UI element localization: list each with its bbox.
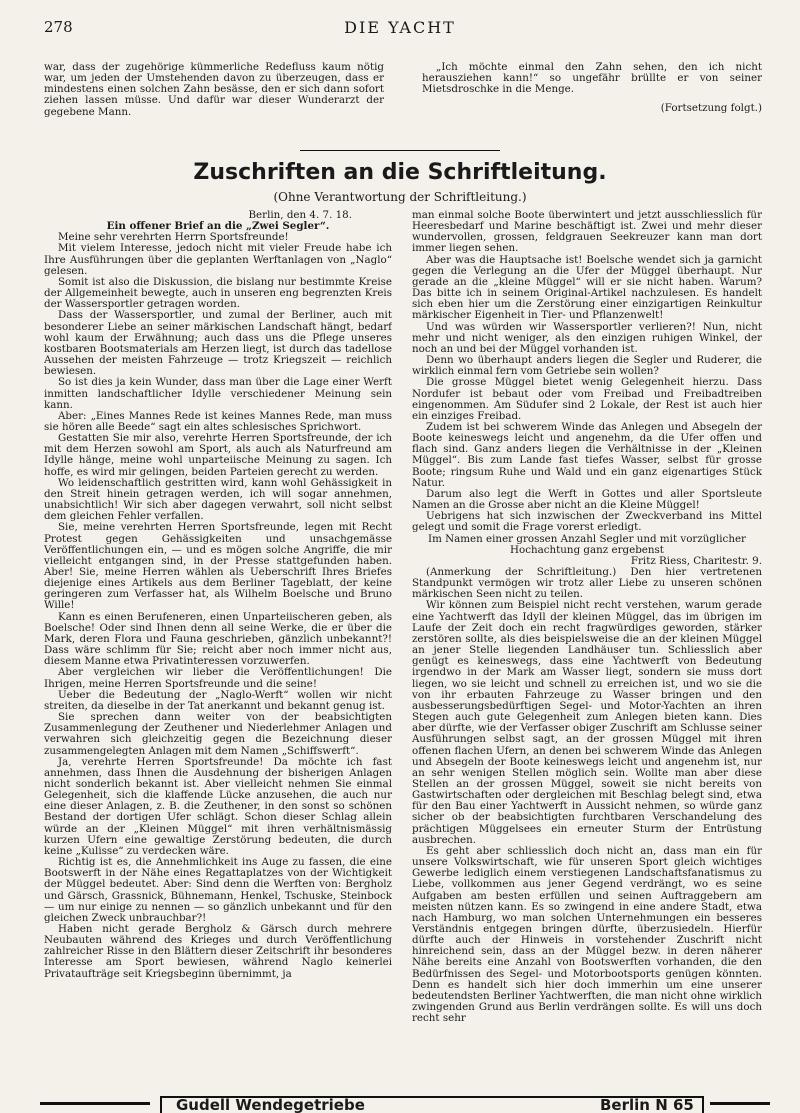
article-column-left bbox=[44, 210, 392, 1082]
paragraph: Es geht aber schliesslich doch nicht an, dass man ein für unsere Volkswirtschaft, wie für unseren Sport gleich wichtiges Gewerbe lediglich einem verstiegenen Landschaftsfanatismus zu Liebe, vollkommen aus jener Gegend verdrängt, wo es seine Aufgaben am besten erfüllen und seinen Auftraggebern am meisten nützen kann. Es so zwingend in eine andere Stadt, etwa nach Hamburg, wo man solchen Unternehmungen ein besseres Verständnis entgegen bringen dürfte, überzusiedeln. Hierfür dürfte auch der Hinweis in vorstehender Zuschrift nicht hinreichend sein, dass an der Müggel bezw. in deren näherer Nähe bereits eine Anzahl von Bootswerften vorhanden, die den Bedürfnissen des Segel- und Motorbootsports genügen könnten. Denn es handelt sich hier doch immerhin um eine unserer bedeutendsten Berliner Yachtwerften, die man nicht ohne wirklich zwingenden Grund aus Berlin verdrängen sollte. Es will uns doch recht sehr bbox=[412, 844, 762, 1025]
advertisement-banner bbox=[0, 1092, 800, 1113]
paragraph: Sie, meine verehrten Herren Sportsfreunde, legen mit Recht Protest gegen Gehässigkeiten und unsachgemässe Veröffentlichungen ein, — und es mögen solche Angriffe, die mir vielleicht entgangen sind, in der Presse stattgefunden haben. Aber! Sie, meine Herren wählen als Ueberschrift Ihres Briefes diejenige eines Artikels aus dem Berliner Tageblatt, der keine geringeren zum Verfasser hat, als Wilhelm Boelsche und Bruno Wille! bbox=[44, 521, 392, 612]
magazine-title: DIE YACHT bbox=[344, 18, 456, 37]
paragraph: Gestatten Sie mir also, verehrte Herren Sportsfreunde, der ich mit dem Herzen sowohl am Sport, als auch als Naturfreund am Idylle hänge, meine wohl unparteiische Meinung zu sagen. Ich hoffe, es wird mir gelingen, beiden Parteien gerecht zu werden. bbox=[44, 432, 392, 478]
article-column-right bbox=[412, 210, 762, 1082]
paragraph: Somit ist also die Diskussion, die bislang nur bestimmte Kreise der Allgemeinheit bewegte, auch in unseren eng begrenzten Kreis der Wassersportler getragen worden. bbox=[44, 275, 392, 311]
ad-text-right: Berlin N 65 bbox=[600, 1096, 694, 1113]
signature: Fritz Riess, Charitestr. 9. bbox=[630, 554, 762, 567]
paragraph: Ueber die Bedeutung der „Naglo-Werft“ wollen wir nicht streiten, da dieselbe in der Tat anerkannt und bekannt genug ist. bbox=[44, 688, 392, 712]
paragraph: Kann es einen Berufeneren, einen Unparteiischeren geben, als Boelsche! Oder sind Ihnen denn all seine Werke, die er über die Mark, deren Flora und Fauna geschrieben, gänzlich unbekannt?! Dass wäre schlimm für Sie; reicht aber noch immer nicht aus, diesem Manne etwa Privatinteressen vorzuwerfen. bbox=[44, 610, 392, 668]
running-header bbox=[44, 18, 756, 42]
paragraph: Dass der Wassersportler, und zumal der Berliner, auch mit besonderer Liebe an seiner märkischen Landschaft hängt, bedarf wohl kaum der Erwähnung; auch dass uns die Pflege unseres kostbaren Bootsmaterials am Herzen liegt, ist durch das tadellose Aussehen der meisten Fahrzeuge — trotz Kriegszeit — reichlich bewiesen. bbox=[44, 309, 392, 378]
paragraph: Wir können zum Beispiel nicht recht verstehen, warum gerade eine Yachtwerft das Idyll der kleinen Müggel, das im übrigen im Laufe der Zeit doch ein recht fragwürdiges geworden, stärker zerstören sollte, als dies beispielsweise die an der kleinen Müggel an jener Stelle liegenden Landhäuser tun. Schliesslich aber genügt es keineswegs, dass eine Yachtwerft von Bedeutung irgendwo in der Mark am Wasser liegt, sondern sie muss dort liegen, wo sie leicht und schnell zu erreichen ist, und wo sie die von ihr erbauten Fahrzeuge zu Wasser bringen und den ausbesserungsbedürftigen Segel- und Motor-Yachten an ihren Stegen auch gute Gelegenheit zum Anlegen bieten kann. Dies aber dürfte, wie der Verfasser obiger Zuschrift am Schlusse seiner Ausführungen selbst sagt, an der grossen Müggel mit ihren offenen flachen Ufern, an denen bei schwerem Winde das Anlegen und Absegeln der Boote keineswegs leicht und angenehm ist, nur an sehr wenigen Stellen möglich sein. Wollte man aber diese Stellen an der grossen Müggel, soweit sie nicht bereits von Gastwirtschaften oder dergleichen mit Beschlag belegt sind, etwa für den Bau einer Yachtwerft in Aussicht nehmen, so würde ganz sicher ob der beabsichtigten furchtbaren Verschandelung des prächtigen Müggelsees ein erneuter Sturm der Entrüstung ausbrechen. bbox=[412, 599, 762, 846]
paragraph: Aber was die Hauptsache ist! Boelsche wendet sich ja garnicht gegen die Verlegung an die Ufer der Müggel überhaupt. Nur gerade an die „kleine Müggel“ will er sie nicht haben. Warum? Das bitte ich in seinem Original-Artikel nachzulesen. Es handelt sich eben hier um die Zerstörung einer einzigartigen Reinkultur märkischer Eigenheit in Tier- und Pflanzenwelt! bbox=[412, 253, 762, 322]
paragraph: Uebrigens hat sich inzwischen der Zweckverband ins Mittel gelegt und somit die Frage vorerst erledigt. bbox=[412, 510, 762, 534]
paragraph: man einmal solche Boote überwintert und jetzt ausschliesslich für Heeresbedarf und Marine beschäftigt ist. Zwei und mehr dieser wundervollen, grossen, feldgrauen Seekreuzer kann man dort immer liegen sehen. bbox=[412, 210, 762, 255]
paragraph: Sie sprechen dann weiter von der beabsichtigten Zusammenlegung der Zeuthener und Niederlehmer Anlagen und verwahren sich gleichzeitig gegen die Bezeichnung dieser zusammengelegten Anlagen mit dem Namen „Schiffswerft“. bbox=[44, 711, 392, 757]
page-number: 278 bbox=[44, 18, 73, 36]
salutation: Meine sehr verehrten Herrn Sportsfreunde! bbox=[58, 231, 289, 244]
paragraph: Und was würden wir Wassersportler verlieren?! Nun, nicht mehr und nicht weniger, als den einzigen ruhigen Winkel, der noch an und bei der Müggel vorhanden ist. bbox=[412, 320, 762, 355]
paragraph: Denn wo überhaupt anders liegen die Segler und Ruderer, die wirklich einmal fern vom Getriebe sein wollen? bbox=[412, 354, 762, 378]
paragraph: Aber vergleichen wir lieber die Veröffentlichungen! Die Ihrigen, meine Herren Sportsfreunde und die seine! bbox=[44, 666, 392, 690]
paragraph: Wo leidenschaftlich gestritten wird, kann wohl Gehässigkeit in den Streit hinein getragen werden, ich will sogar annehmen, unabsichtlich! Wir sich aber dagegen verwahrt, soll nicht selbst dem gleichen Fehler verfallen. bbox=[44, 476, 392, 523]
letter-title: Ein offener Brief an die „Zwei Segler“. bbox=[106, 220, 330, 233]
editor-note: (Anmerkung der Schriftleitung.) Den hier vertretenen Standpunkt vermögen wir trotz aller Liebe zu unseren schönen märkischen Seen nicht zu teilen. bbox=[412, 566, 762, 601]
continued-note: (Fortsetzung folgt.) bbox=[660, 102, 762, 115]
paragraph: Die grosse Müggel bietet wenig Gelegenheit hierzu. Dass Nordufer ist bebaut oder vom Freibad und Freibadtreiben eingenommen. Am Südufer sind 2 Lokale, der Rest ist auch hier ein einziges Freibad. bbox=[412, 376, 762, 422]
paragraph: war, dass der zugehörige kümmerliche Redefluss kaum nötig war, um jeden der Umstehenden davon zu überzeugen, dass er mindestens einen solchen Zahn besässe, den er sich dann sofort ziehen lassen müsse. Und dafür war dieser Wunderarzt der gegebene Mann. bbox=[44, 62, 384, 118]
paragraph: So ist dies ja kein Wunder, dass man über die Lage einer Werft inmitten landschaftlicher Idylle verschiedener Meinung sein kann. bbox=[44, 376, 392, 411]
previous-article-ending bbox=[44, 62, 384, 142]
ad-text-left: Gudell Wendegetriebe bbox=[176, 1096, 365, 1113]
paragraph: Ja, verehrte Herren Sportsfreunde! Da möchte ich fast annehmen, dass Ihnen die Ausdehnung der bisherigen Anlagen nicht sonderlich bekannt ist. Aber vielleicht nehmen Sie einmal Gelegenheit, sich die klaffende Lücke anzusehen, die auch nur eine dieser Anlagen, z. B. die Zeuthener, in den sonst so schönen Bestand der dortigen Ufer schlägt. Schon dieser Schlag allein würde an der „Kleinen Müggel“ mit ihren verhältnismässig kurzen Ufern eine gewaltige Zerstörung bedeuten, die durch keine „Kulisse“ zu verdecken wäre. bbox=[44, 755, 392, 857]
separator-rule bbox=[300, 150, 500, 151]
banner-rule-right bbox=[710, 1102, 770, 1105]
paragraph: Richtig ist es, die Annehmlichkeit ins Auge zu fassen, die eine Bootswerft in der Nähe eines Regattaplatzes von der Wichtigkeit der Müggel bedeutet. Aber: Sind denn die Werften von: Bergholz und Gärsch, Grassnick, Bühnemann, Henkel, Tschuske, Steinbock — um nur einige zu nennen — so gänzlich unbekannt und für den gleichen Zweck unbrauchbar?! bbox=[44, 856, 392, 924]
paragraph: Zudem ist bei schwerem Winde das Anlegen und Absegeln der Boote keineswegs leicht und angenehm, da die Ufer offen und flach sind. Ganz anders liegen die Verhältnisse in der „Kleinen Müggel“. Bis zum Lande fast tiefes Wasser, selbst für grosse Boote; ringsum Ruhe und Wald und ein ganz eigenartiges Stück Natur. bbox=[412, 420, 762, 489]
paragraph: Aber: „Eines Mannes Rede ist keines Mannes Rede, man muss sie hören alle Beede“ sagt ein altes schlesisches Sprichwort. bbox=[44, 409, 392, 433]
paragraph: Darum also legt die Werft in Gottes und aller Sportsleute Namen an die Grosse aber nicht an die Kleine Müggel! bbox=[412, 487, 762, 512]
previous-article-ending-right bbox=[422, 62, 762, 142]
paragraph: Haben nicht gerade Bergholz & Gärsch durch mehrere Neubauten während des Krieges und durch Veröffentlichung zahlreicher Risse in den Blättern dieser Zeitschrift ihr besonderes Interesse am Sport bewiesen, während Naglo keinerlei Privataufträge seit Kriegsbeginn übernimmt, ja bbox=[44, 923, 392, 980]
article-subheadline: (Ohne Verantwortung der Schriftleitung.) bbox=[273, 190, 527, 204]
paragraph: „Ich möchte einmal den Zahn sehen, den ich nicht herausziehen kann!“ so ungefähr brüllte er von seiner Mietsdroschke in die Menge. bbox=[422, 62, 762, 96]
paragraph: Mit vielem Interesse, jedoch nicht mit vieler Freude habe ich Ihre Ausführungen über die geplanten Werftanlagen von „Naglo“ gelesen. bbox=[44, 242, 392, 277]
banner-rule-left bbox=[40, 1102, 150, 1105]
dateline: Berlin, den 4. 7. 18. bbox=[248, 210, 352, 221]
article-headline: Zuschriften an die Schriftleitung. bbox=[193, 160, 607, 185]
closing: Im Namen einer grossen Anzahl Segler und mit vorzüglicher Hochachtung ganz ergebenst bbox=[428, 532, 746, 556]
